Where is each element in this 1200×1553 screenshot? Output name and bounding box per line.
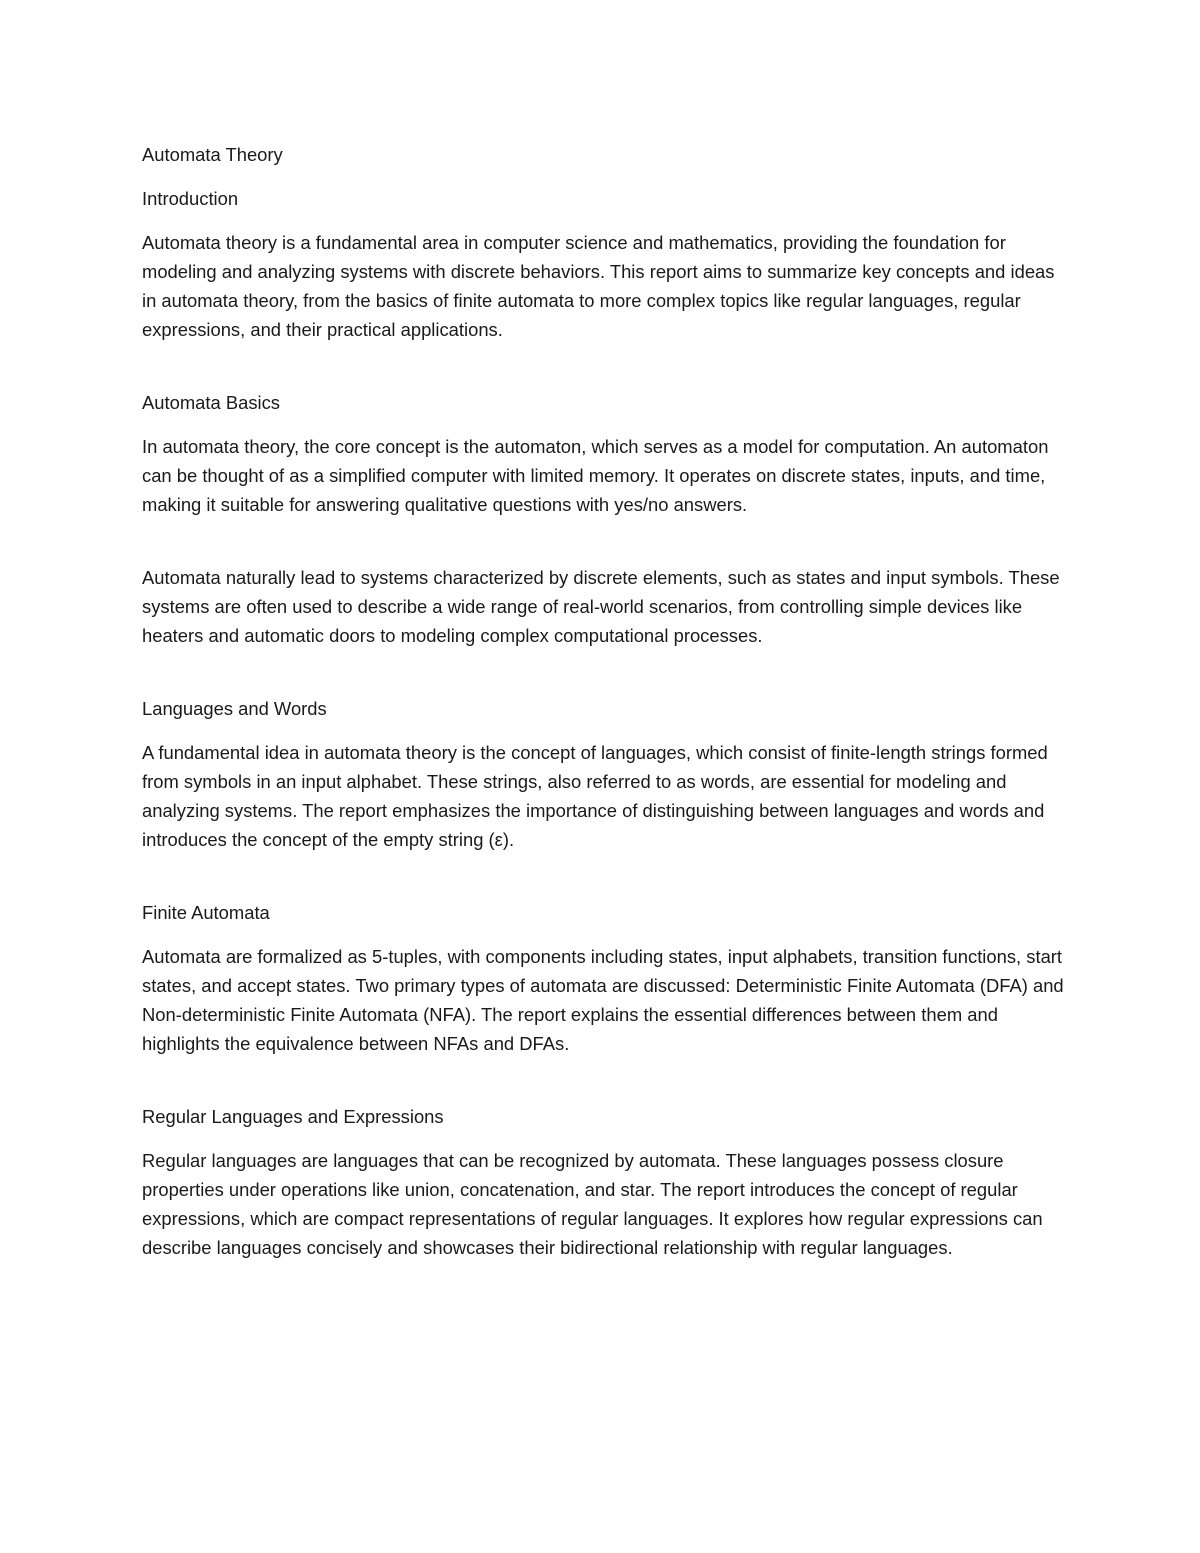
section-heading-languages-and-words: Languages and Words [142,698,327,719]
section-heading-regular-languages: Regular Languages and Expressions [142,1106,444,1127]
paragraph-automata-basics-1: In automata theory, the core concept is the automaton, which serves as a model for computation. An automaton can be thought of as a simplified computer with limited memory. It operates on discrete states, inputs, and time, making it suitable for answering qualitative questions with yes/no answers. [142,436,1049,515]
paragraph-introduction: Automata theory is a fundamental area in computer science and mathematics, providing the foundation for modeling and analyzing systems with discrete behaviors. This report aims to summarize key concepts and ideas in automata theory, from the basics of finite automata to more complex topics like regular languages, regular expressions, and their practical applications. [142,232,1055,340]
paragraph-finite-automata: Automata are formalized as 5-tuples, with components including states, input alphabets, transition functions, start states, and accept states. Two primary types of automata are discussed: Deterministic Finite Automata (DFA) and Non-deterministic Finite Automata (NFA). The report explains the essential differences between them and highlights the equivalence between NFAs and DFAs. [142,946,1064,1054]
document-page [142,140,1067,1262]
section-heading-finite-automata: Finite Automata [142,902,270,923]
section-heading-introduction: Introduction [142,188,239,209]
paragraph-regular-languages: Regular languages are languages that can be recognized by automata. These languages possess closure properties under operations like union, concatenation, and star. The report introduces the concept of regular expressions, which are compact representations of regular languages. It explores how regular expressions can describe languages concisely and showcases their bidirectional relationship with regular languages. [142,1150,1043,1258]
paragraph-automata-basics-2: Automata naturally lead to systems characterized by discrete elements, such as states and input symbols. These systems are often used to describe a wide range of real-world scenarios, from controlling simple devices like heaters and automatic doors to modeling complex computational processes. [142,567,1060,646]
section-heading-automata-basics: Automata Basics [142,392,280,413]
paragraph-languages-and-words: A fundamental idea in automata theory is the concept of languages, which consist of finite-length strings formed from symbols in an input alphabet. These strings, also referred to as words, are essential for modeling and analyzing systems. The report emphasizes the importance of distinguishing between languages and words and introduces the concept of the empty string (ε). [142,742,1048,850]
document-title: Automata Theory [142,144,283,165]
